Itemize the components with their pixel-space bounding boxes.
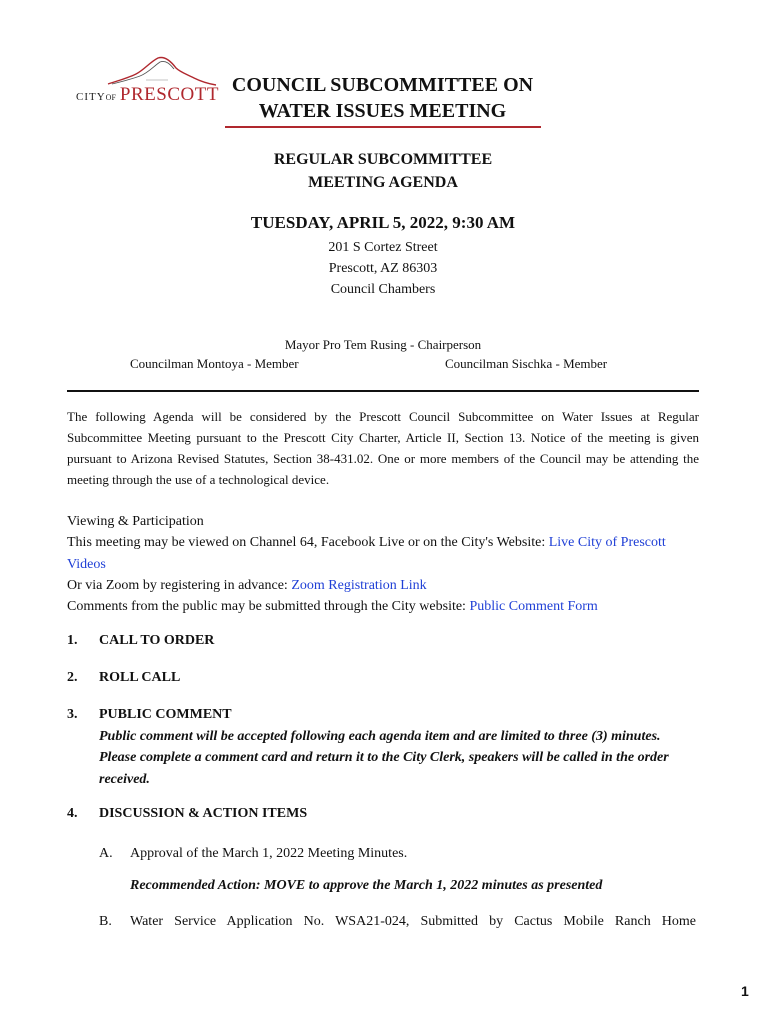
- meeting-title: [225, 72, 540, 124]
- section-divider: [67, 390, 699, 392]
- agenda-item-3-number: 3.: [67, 707, 78, 722]
- city-of-prescott-logo: [76, 54, 218, 106]
- sub-item-b-letter: B.: [99, 914, 112, 929]
- intro-paragraph: The following Agenda will be considered by the Prescott Council Subcommittee on Water Issues at Regular Subcommittee Meeting pursuant to the Prescott City Charter, Article II, Section 13. Notice of the meeting is given pursuant to Arizona Revised Statutes, Section 38-431.02. One or more members of the Council may be attending the meeting through the use of a technological device.: [67, 409, 699, 487]
- agenda-subtitle: [0, 148, 766, 194]
- logo-city-text: CITY: [76, 91, 106, 103]
- viewing-heading: Viewing & Participation: [67, 514, 204, 529]
- public-comment-form-link[interactable]: Public Comment Form: [469, 599, 598, 615]
- viewing-line-2: [67, 575, 699, 596]
- live-videos-link[interactable]: Live City of Prescott Videos: [67, 535, 666, 572]
- page-number: 1: [741, 983, 749, 999]
- logo-prescott-text: PRESCOTT: [119, 84, 219, 105]
- agenda-item-2-label: ROLL CALL: [99, 670, 181, 685]
- viewing-line-3: [67, 596, 699, 617]
- sub-item-a-action: Recommended Action: MOVE to approve the March 1, 2022 minutes as presented: [130, 878, 603, 893]
- zoom-registration-link[interactable]: Zoom Registration Link: [291, 577, 427, 593]
- subtitle-line-2: MEETING AGENDA: [308, 174, 458, 191]
- chairperson: Mayor Pro Tem Rusing - Chairperson: [284, 337, 482, 352]
- viewing-text-1: This meeting may be viewed on Channel 64, Facebook Live or on the City's Website:: [67, 535, 549, 551]
- meeting-address: [0, 237, 766, 300]
- sub-item-a-letter: A.: [99, 846, 113, 861]
- address-line-3: Council Chambers: [330, 282, 436, 297]
- meeting-date: TUESDAY, APRIL 5, 2022, 9:30 AM: [250, 213, 516, 232]
- agenda-item-2-number: 2.: [67, 670, 78, 685]
- viewing-text-2: Or via Zoom by registering in advance:: [67, 577, 292, 593]
- sub-item-b-text: Water Service Application No. WSA21-024, Submitted by Cactus Mobile Ranch Home: [130, 914, 696, 929]
- agenda-item-4-label: DISCUSSION & ACTION ITEMS: [99, 806, 308, 821]
- member-montoya: Councilman Montoya - Member: [130, 356, 299, 371]
- agenda-item-4-number: 4.: [67, 806, 78, 821]
- address-line-1: 201 S Cortez Street: [328, 240, 438, 255]
- logo-of-text: OF: [105, 93, 116, 102]
- address-line-2: Prescott, AZ 86303: [328, 261, 438, 276]
- public-comment-note: Public comment will be accepted following each agenda item and are limited to three (3) minutes. Please complete a comment card and return it to the City Clerk, speakers will be called in the order received.: [99, 729, 669, 787]
- title-line-2: WATER ISSUES MEETING: [258, 100, 507, 122]
- agenda-item-3-label: PUBLIC COMMENT: [99, 707, 232, 722]
- title-line-1: COUNCIL SUBCOMMITTEE ON: [231, 74, 534, 96]
- agenda-item-1-number: 1.: [67, 633, 78, 648]
- title-divider: [225, 126, 541, 128]
- subtitle-line-1: REGULAR SUBCOMMITTEE: [273, 151, 493, 168]
- mountain-icon: [106, 54, 218, 88]
- member-sischka: Councilman Sischka - Member: [445, 356, 608, 371]
- viewing-line-1: [67, 532, 699, 575]
- viewing-text-3: Comments from the public may be submitted through the City website:: [67, 599, 470, 615]
- viewing-participation: [67, 511, 699, 617]
- sub-item-a-text: Approval of the March 1, 2022 Meeting Minutes.: [130, 846, 408, 861]
- agenda-item-1-label: CALL TO ORDER: [99, 633, 215, 648]
